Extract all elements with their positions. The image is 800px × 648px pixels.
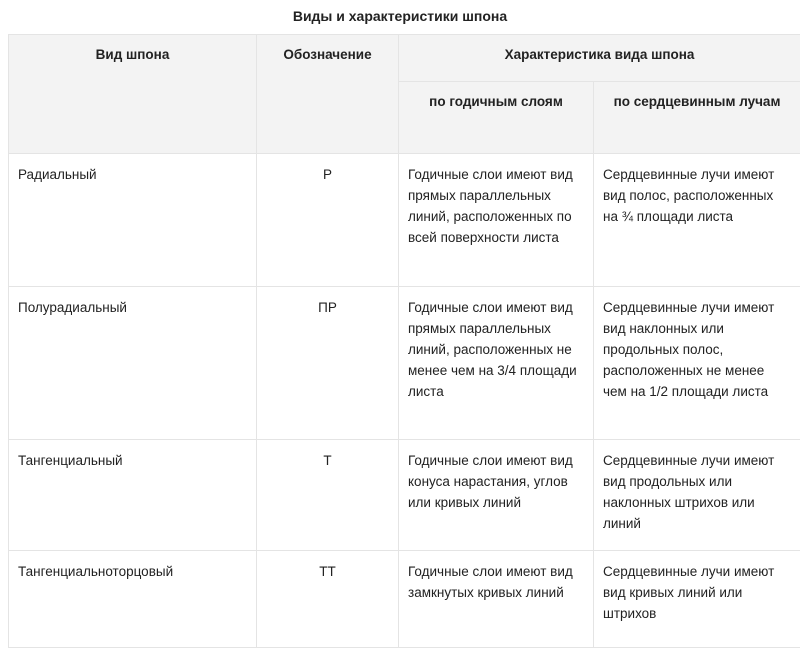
veneer-types-table [8, 34, 800, 648]
cell-medullary-rays: Сердцевинные лучи имеют вид продольных или наклонных штрихов или линий [594, 440, 800, 551]
cell-veneer-type: Тангенциальноторцовый [9, 551, 257, 648]
cell-designation: ТТ [257, 551, 399, 648]
header-veneer-type: Вид шпона [9, 35, 257, 154]
cell-medullary-rays: Сердцевинные лучи имеют вид кривых линий или штрихов [594, 551, 800, 648]
cell-medullary-rays: Сердцевинные лучи имеют вид наклонных или продольных полос, расположенных не менее чем на 1/2 площади листа [594, 287, 800, 440]
cell-designation: Р [257, 154, 399, 287]
table-caption: Виды и характеристики шпона [292, 8, 508, 24]
cell-veneer-type: Полурадиальный [9, 287, 257, 440]
cell-veneer-type: Тангенциальный [9, 440, 257, 551]
header-annual-rings: по годичным слоям [399, 82, 594, 154]
header-designation: Обозначение [257, 35, 399, 154]
cell-medullary-rays: Сердцевинные лучи имеют вид полос, расположенных на ¾ площади листа [594, 154, 800, 287]
header-characteristic: Характеристика вида шпона [399, 35, 800, 82]
table-row [9, 287, 800, 440]
cell-annual-rings: Годичные слои имеют вид прямых параллельных линий, расположенных не менее чем на 3/4 площади листа [399, 287, 594, 440]
cell-annual-rings: Годичные слои имеют вид конуса нарастания, углов или кривых линий [399, 440, 594, 551]
header-medullary-rays: по сердцевинным лучам [594, 82, 800, 154]
cell-annual-rings: Годичные слои имеют вид замкнутых кривых линий [399, 551, 594, 648]
cell-designation: Т [257, 440, 399, 551]
table-row [9, 551, 800, 648]
cell-annual-rings: Годичные слои имеют вид прямых параллельных линий, расположенных по всей поверхности листа [399, 154, 594, 287]
cell-veneer-type: Радиальный [9, 154, 257, 287]
table-header [9, 35, 800, 154]
table-row [9, 440, 800, 551]
cell-designation: ПР [257, 287, 399, 440]
table-row [9, 154, 800, 287]
